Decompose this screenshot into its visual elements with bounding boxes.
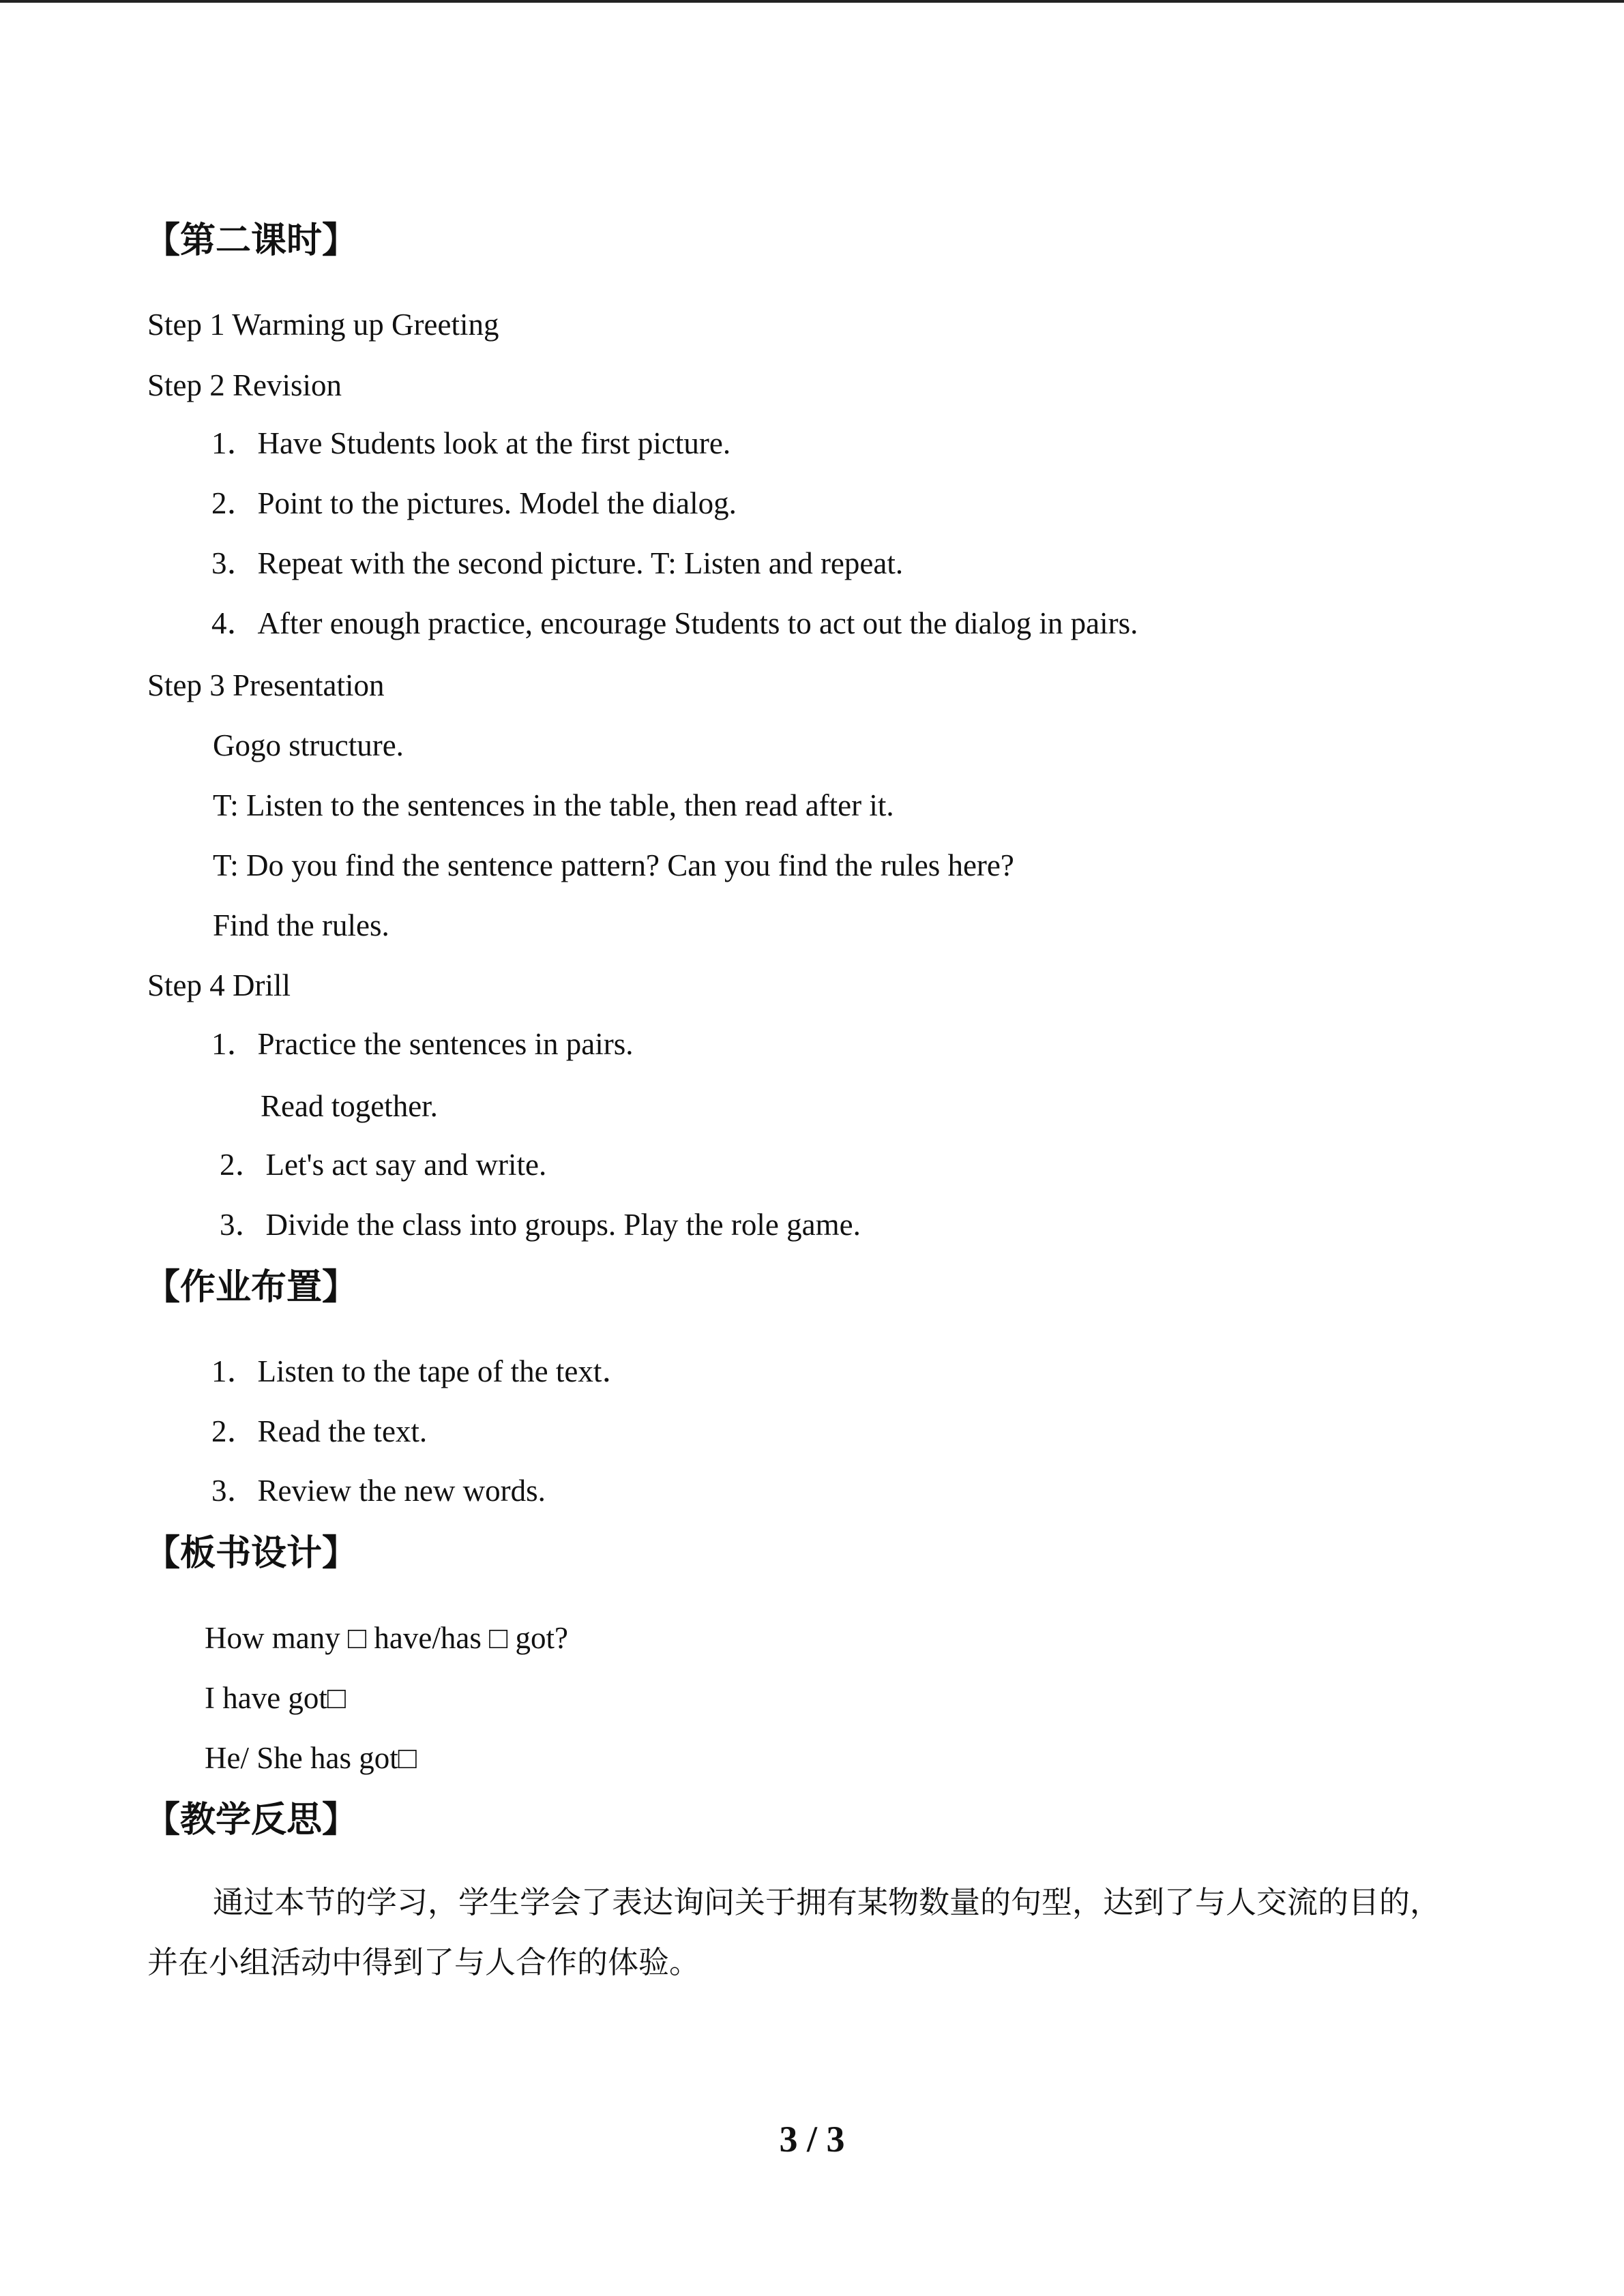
homework-item-1: 1．Listen to the tape of the text．: [211, 1354, 633, 1388]
step4-item-1: 1．Practice the sentences in pairs.: [211, 1027, 634, 1061]
homework-item-2: 2．Read the text.: [211, 1414, 428, 1448]
step-1: Step 1 Warming up Greeting: [147, 308, 499, 342]
step-2: Step 2 Revision: [147, 368, 342, 402]
section-heading-board: 【板书设计】: [145, 1533, 358, 1574]
step-3: Step 3 Presentation: [147, 668, 385, 702]
homework-item-3: 3．Review the new words.: [211, 1474, 546, 1508]
reflection-paragraph: 通过本节的学习，学生学会了表达询问关于拥有某物数量的句型，达到了与人交流的目的，并在小组活动中得到了与人合作的体验。: [147, 1884, 1441, 1980]
step3-item-2: T: Listen to the sentences in the table, then read after it.: [213, 788, 894, 822]
step4-item-1-sub: Read together.: [261, 1089, 438, 1123]
step2-item-1: 1．Have Students look at the first picture.: [211, 426, 731, 460]
step4-item-3: 3．Divide the class into groups. Play the role game.: [220, 1208, 861, 1242]
step-4: Step 4 Drill: [147, 968, 291, 1002]
step3-item-3: T: Do you find the sentence pattern? Can you find the rules here?: [213, 848, 1014, 882]
page-number: 3 / 3: [779, 2119, 845, 2160]
step2-item-3: 3．Repeat with the second picture. T: Listen and repeat.: [211, 546, 904, 580]
step2-item-2: 2．Point to the pictures. Model the dialog.: [211, 486, 737, 520]
board-line-3: He/ She has got□: [205, 1741, 417, 1775]
step2-item-4: 4．After enough practice, encourage Students to act out the dialog in pairs.: [211, 606, 1138, 640]
section-heading-lesson2: 【第二课时】: [145, 220, 358, 261]
board-line-2: I have got□: [205, 1681, 346, 1715]
step4-item-2: 2．Let's act say and write.: [220, 1148, 547, 1182]
section-heading-homework: 【作业布置】: [145, 1267, 358, 1308]
step3-item-4: Find the rules.: [213, 908, 389, 942]
board-line-1: How many □ have/has □ got?: [205, 1621, 568, 1655]
step3-item-1: Gogo structure.: [213, 728, 404, 762]
section-heading-reflection: 【教学反思】: [145, 1800, 358, 1840]
